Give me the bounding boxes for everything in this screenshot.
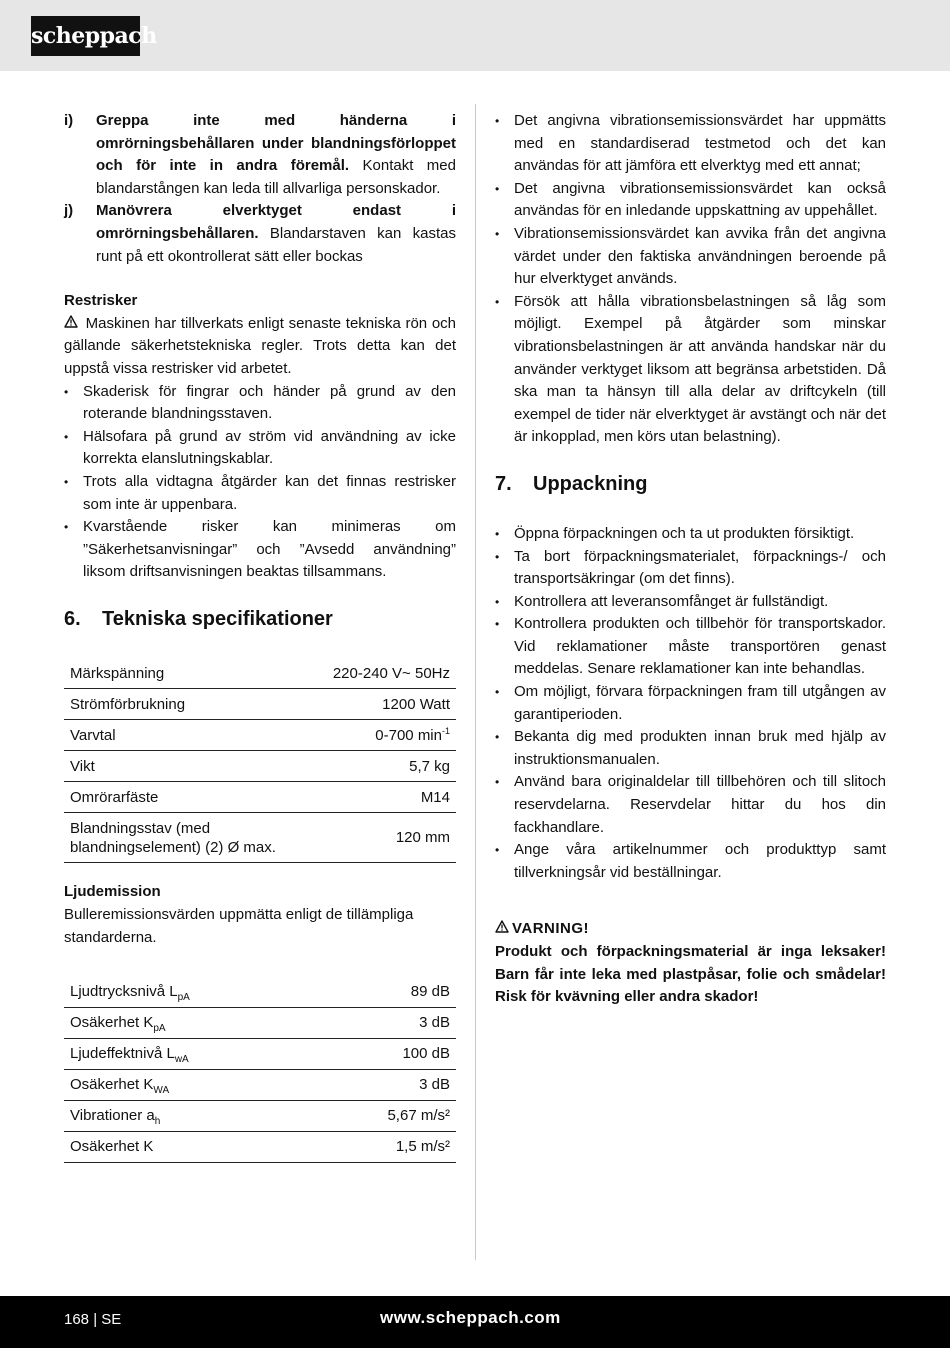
item-bold-text: Manövrera elverktyget endast i omrörningsbehållaren.: [96, 202, 456, 242]
list-item: • Kontrollera att leveransomfånget är fullständigt.: [495, 591, 886, 614]
scheppach-logo: scheppach: [31, 16, 140, 56]
section-6-title: 6. Tekniska specifikationer: [64, 607, 333, 630]
list-item: • Öppna förpackningen och ta ut produkten försiktigt.: [495, 523, 886, 546]
warning-triangle-icon: [495, 918, 512, 941]
item-text: Kontakt med blandarstången kan leda till allvarliga personskador.: [96, 157, 456, 197]
table-row: Strömförbrukning 1200 Watt: [64, 689, 456, 720]
list-item: • Trots alla vidtagna åtgärder kan det finnas restrisker som inte är uppenbara.: [64, 471, 456, 516]
safety-item-j: [64, 200, 456, 268]
spec-table: [64, 658, 456, 864]
warning-heading: VARNING!: [495, 918, 886, 941]
table-row: Varvtal 0-700 $\min^{-1}$: [64, 720, 456, 751]
list-item: • Om möjligt, förvara förpackningen fram till utgången av garantiperioden.: [495, 681, 886, 726]
list-item: • Ta bort förpackningsmaterialet, förpacknings-/ och transportsäkringar (om det finns).: [495, 546, 886, 591]
list-item: • Kontrollera produkten och tillbehör för transportskador. Vid reklamationer måste transportören genast meddelas. Senare reklamationer kan inte behandlas.: [495, 613, 886, 681]
list-item: • Kvarstående risker kan minimeras om ”Säkerhetsanvisningar” och ”Avsedd användning” liksom driftsanvisningen beaktas tillsammans.: [64, 516, 456, 584]
list-item: • Försök att hålla vibrationsbelastningen så låg som möjligt. Exempel på åtgärder som minskar vibrationsbelastningen är att använda handskar när du använder verktyget liksom att begränsa arbetstiden. Då ska man ta hänsyn till alla delar av driftcykeln (till exempel de tider när elverktyget är avstängt och när det är inkopplad, men körs utan belastning).: [495, 291, 886, 449]
risks-intro: Maskinen har tillverkats enligt senaste tekniska rön och gällande säkerhetstekniska regler. Trots detta kan det uppstå vissa restrisker vid arbetet.: [64, 314, 456, 377]
risks-list: [64, 381, 456, 584]
table-row: Blandningsstav (med blandningselement) (2) Ø max. 120 mm: [64, 813, 456, 863]
warning-text: Produkt och förpackningsmaterial är inga leksaker! Barn får inte leka med plastpåsar, folie och smådelar! Risk för kvävning eller andra skador!: [495, 943, 886, 1006]
vibration-list: [495, 110, 886, 449]
right-column: [495, 110, 886, 1009]
item-text: Blandarstaven kan kastas runt på ett okontrollerat sätt eller bockas: [96, 224, 456, 265]
safety-item-i: [64, 110, 456, 200]
list-item: • Bekanta dig med produkten innan bruk med hjälp av instruktionsmanualen.: [495, 726, 886, 771]
list-item: • Skaderisk för fingrar och händer på grund av den roterande blandningsstaven.: [64, 381, 456, 426]
table-row: Osäkerhet $K_{pA}$ 3 dB: [64, 1007, 456, 1038]
list-item: • Det angivna vibrationsemissionsvärdet kan också användas för en inledande uppskattning av uppehållet.: [495, 178, 886, 223]
table-row: Omrörarfäste M14: [64, 782, 456, 813]
table-row: Vikt 5,7 kg: [64, 751, 456, 782]
table-row: Osäkerhet $K_{WA}$ 3 dB: [64, 1069, 456, 1100]
list-item: • Vibrationsemissionsvärdet kan avvika från det angivna värdet under den faktiska användningen beroende på hur elverktyget används.: [495, 223, 886, 291]
website-link[interactable]: www.scheppach.com: [380, 1308, 561, 1327]
footer-bar: [0, 1296, 950, 1348]
list-item: • Hälsofara på grund av ström vid användning av icke korrekta elanslutningskablar.: [64, 426, 456, 471]
warning-triangle-icon: [64, 313, 81, 336]
list-item: • Ange våra artikelnummer och produkttyp samt tillverkningsår vid beställningar.: [495, 839, 886, 884]
noise-intro: Bulleremissionsvärden uppmätta enligt de tillämpliga standarderna.: [64, 905, 414, 946]
column-divider: [475, 104, 476, 1260]
noise-heading: Ljudemission: [64, 883, 161, 901]
risks-heading: Restrisker: [64, 292, 138, 310]
section-7-title: 7. Uppackning: [495, 472, 648, 495]
item-marker: j): [64, 202, 74, 220]
table-row: Osäkerhet K 1,5 m/s²: [64, 1131, 456, 1162]
list-item: • Det angivna vibrationsemissionsvärdet har uppmätts med en standardiserad testmetod och det kan användas för att jämföra ett elverktyg med ett annat;: [495, 110, 886, 178]
unpacking-list: [495, 523, 886, 885]
item-marker: i): [64, 112, 74, 129]
item-bold-text: Greppa inte med händerna i omrörningsbehållaren under blandningsförloppet och för inte in andra föremål.: [96, 112, 456, 175]
table-row: Ljudtrycksnivå $L_{pA}$ 89 dB: [64, 976, 456, 1007]
page-number: 168 | SE: [64, 1311, 122, 1328]
list-item: • Använd bara originaldelar till tillbehören och till slitoch reservdelarna. Reservdelar hittar du hos din fackhandlare.: [495, 771, 886, 839]
table-row: Märkspänning 220-240 V~ 50Hz: [64, 658, 456, 689]
noise-table: [64, 976, 456, 1163]
header-bar: [0, 0, 950, 71]
table-row: Vibrationer $a_h$ 5,67 m/s²: [64, 1100, 456, 1131]
left-column: [64, 110, 456, 1163]
table-row: Ljudeffektnivå $L_{wA}$ 100 dB: [64, 1038, 456, 1069]
